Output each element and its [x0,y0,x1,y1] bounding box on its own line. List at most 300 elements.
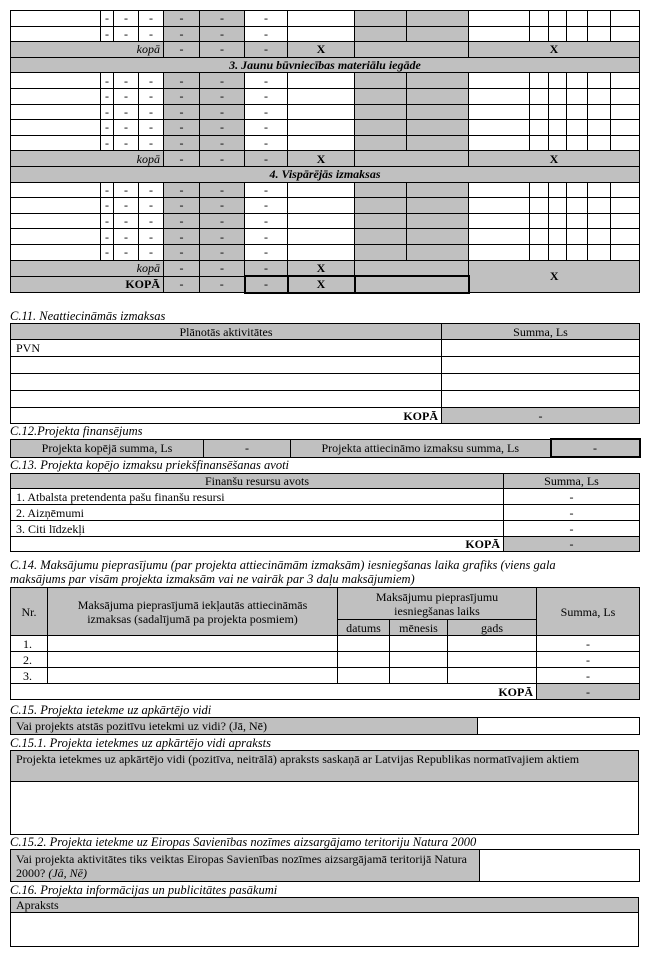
cost-cell[interactable] [407,120,469,136]
cost-cell[interactable] [11,182,101,198]
cost-cell[interactable] [549,213,567,229]
dash-cell: - [101,120,114,136]
cost-cell[interactable] [355,213,407,229]
cost-cell[interactable] [355,104,407,120]
dash-cell: - [245,120,288,136]
dash-cell: - [164,73,200,89]
dash-cell: - [164,213,200,229]
cost-cell[interactable] [567,229,588,245]
c13-caption: C.13. Projekta kopējo izmaksu priekšfinansēšanas avoti [10,458,290,472]
c14-month-cell[interactable] [390,668,448,684]
dash-cell: - [114,73,139,89]
cost-cell[interactable] [407,26,469,42]
c11-row-vat: PVN [11,340,442,357]
cost-row [11,213,640,229]
cost-row [11,198,640,214]
c11-activity-cell[interactable] [11,357,442,374]
cost-cell[interactable] [469,26,530,42]
cost-cell[interactable] [530,244,549,260]
cost-cell[interactable] [567,104,588,120]
cost-cell[interactable] [530,182,549,198]
dash-cell: - [245,276,288,293]
cost-cell[interactable] [611,135,640,151]
cost-cell[interactable] [588,73,611,89]
dash-cell: - [200,276,245,293]
dash-cell: - [114,26,139,42]
cost-cell[interactable] [407,229,469,245]
cost-cell[interactable] [288,229,355,245]
gray-cell [355,260,469,276]
c13-row-value: - [504,521,640,537]
dash-cell: - [200,104,245,120]
cost-cell[interactable] [11,213,101,229]
dash-cell: - [101,244,114,260]
section-3-title: 3. Jaunu būvniecības materiālu iegāde [11,57,640,73]
cost-cell[interactable] [407,244,469,260]
c15-answer-cell[interactable] [478,718,640,735]
cost-cell[interactable] [567,120,588,136]
dash-cell: - [101,88,114,104]
cost-cell[interactable] [469,198,530,214]
dash-cell: - [114,244,139,260]
gray-cell [355,151,469,167]
cost-cell[interactable] [611,213,640,229]
cost-cell[interactable] [288,213,355,229]
cost-cell[interactable] [11,244,101,260]
dash-cell: - [200,11,245,27]
dash-cell: - [200,244,245,260]
dash-cell: - [245,213,288,229]
c14-table [10,587,640,700]
gray-cell [355,276,469,293]
dash-cell: - [164,276,200,293]
dash-cell: - [164,135,200,151]
c13-table [10,473,640,552]
dash-cell: - [245,26,288,42]
cost-cell[interactable] [469,120,530,136]
cost-cell[interactable] [549,120,567,136]
dash-cell: - [101,182,114,198]
cost-cell[interactable] [11,198,101,214]
c14-col-month: mēnesis [390,620,448,636]
cost-cell[interactable] [407,88,469,104]
subtotal-label: kopā [11,151,164,167]
cost-cell[interactable] [530,11,549,27]
cost-cell[interactable] [530,229,549,245]
c14-year-cell[interactable] [448,652,537,668]
c14-date-cell[interactable] [338,652,390,668]
cost-cell[interactable] [530,26,549,42]
dash-cell: - [101,213,114,229]
c14-row-value: - [537,636,640,652]
dash-cell: - [114,198,139,214]
dash-cell: - [245,104,288,120]
c14-col-nr: Nr. [11,588,48,636]
c12-table [10,438,641,458]
dash-cell: - [200,260,245,276]
cost-cell[interactable] [469,88,530,104]
c14-month-cell[interactable] [390,636,448,652]
cost-cell[interactable] [549,88,567,104]
c152-question-options: (Jā, Nē) [48,865,87,880]
cost-cell[interactable] [407,135,469,151]
dash-cell: - [164,120,200,136]
c14-row-nr: 1. [11,636,48,652]
dash-cell: - [164,229,200,245]
cost-cell[interactable] [469,182,530,198]
dash-cell: - [200,42,245,58]
dash-cell: - [139,26,164,42]
cost-cell[interactable] [549,182,567,198]
cost-cell[interactable] [11,73,101,89]
c14-row-nr: 3. [11,668,48,684]
cost-row [11,229,640,245]
cost-cell[interactable] [611,182,640,198]
cost-cell[interactable] [549,104,567,120]
cost-cell[interactable] [407,104,469,120]
cost-cell[interactable] [567,88,588,104]
cost-cell[interactable] [530,88,549,104]
dash-cell: - [114,182,139,198]
cost-cell[interactable] [611,26,640,42]
dash-cell: - [200,135,245,151]
c14-month-cell[interactable] [390,652,448,668]
x-mark: X [469,151,640,167]
cost-cell[interactable] [611,104,640,120]
c14-caption-line2: maksājums par visām projekta izmaksām vai ne vairāk par 3 daļu maksājumiem) [10,572,415,586]
x-mark: X [288,260,355,276]
c12-eligible-value: - [551,439,640,457]
dash-cell: - [245,244,288,260]
cost-cell[interactable] [530,104,549,120]
dash-cell: - [245,198,288,214]
c14-col-costs: Maksājuma pieprasījumā iekļautās attiecināmās izmaksas (sadalījumā pa projekta posmiem) [48,588,338,636]
cost-cell[interactable] [549,229,567,245]
cost-cell[interactable] [407,213,469,229]
c13-total-value: - [504,537,640,552]
c14-costs-cell[interactable] [48,652,338,668]
cost-cell[interactable] [288,135,355,151]
cost-cell[interactable] [11,135,101,151]
cost-row [11,73,640,89]
cost-cell[interactable] [355,244,407,260]
dash-cell: - [139,88,164,104]
c16-table [10,897,639,947]
dash-cell: - [114,229,139,245]
c11-total-value: - [442,408,640,424]
cost-cell[interactable] [469,213,530,229]
cost-cell[interactable] [549,73,567,89]
section-4-title: 4. Vispārējās izmaksas [11,166,640,182]
dash-cell: - [164,11,200,27]
c14-row-value: - [537,668,640,684]
gray-cell [355,42,469,58]
subtotal-label: kopā [11,42,164,58]
dash-cell: - [245,229,288,245]
c11-sum-cell[interactable] [442,374,640,391]
cost-cell[interactable] [588,198,611,214]
cost-cell[interactable] [11,11,101,27]
dash-cell: - [101,73,114,89]
c12-caption: C.12.Projekta finansējums [10,424,143,438]
cost-row [11,11,640,27]
dash-cell: - [139,135,164,151]
dash-cell: - [139,120,164,136]
c14-col-year: gads [448,620,537,636]
cost-cell[interactable] [567,135,588,151]
dash-cell: - [139,73,164,89]
cost-cell[interactable] [588,244,611,260]
cost-cell[interactable] [588,135,611,151]
subtotal-row [11,260,640,276]
cost-cell[interactable] [469,135,530,151]
cost-cell[interactable] [611,229,640,245]
dash-cell: - [200,213,245,229]
c14-date-cell[interactable] [338,636,390,652]
cost-cell[interactable] [355,120,407,136]
cost-cell[interactable] [530,213,549,229]
c16-description-cell[interactable] [11,913,639,947]
c14-costs-cell[interactable] [48,636,338,652]
dash-cell: - [114,11,139,27]
c152-question [11,850,480,882]
c152-answer-cell[interactable] [480,850,640,882]
dash-cell: - [200,73,245,89]
cost-cell[interactable] [611,11,640,27]
dash-cell: - [101,198,114,214]
c11-total-label: KOPĀ [11,408,442,424]
x-mark: X [288,151,355,167]
cost-cell[interactable] [611,244,640,260]
dash-cell: - [164,42,200,58]
c11-col-activities: Plānotās aktivitātes [11,324,442,340]
cost-cell[interactable] [407,198,469,214]
cost-cell[interactable] [611,88,640,104]
cost-cell[interactable] [288,11,355,27]
cost-cell[interactable] [530,120,549,136]
dash-cell: - [114,213,139,229]
cost-row [11,26,640,42]
cost-cell[interactable] [11,229,101,245]
cost-cell[interactable] [549,244,567,260]
cost-cell[interactable] [588,120,611,136]
cost-cell[interactable] [11,26,101,42]
cost-cell[interactable] [355,11,407,27]
c14-col-sum: Summa, Ls [537,588,640,636]
c151-caption: C.15.1. Projekta ietekmes uz apkārtējo vidi apraksts [10,736,271,750]
dash-cell: - [200,151,245,167]
c13-col-source: Finanšu resursu avots [11,474,504,489]
subtotal-row [11,42,640,58]
dash-cell: - [101,229,114,245]
c151-description-cell[interactable] [11,782,639,835]
c152-question-text: Vai projekta aktivitātes tiks veiktas Eiropas Savienības nozīmes aizsargājamā teritorijā Natura 2000? [16,851,467,880]
cost-cell[interactable] [567,11,588,27]
x-mark: X [288,276,355,293]
cost-cell[interactable] [611,73,640,89]
cost-cell[interactable] [611,120,640,136]
cost-cell[interactable] [567,182,588,198]
dash-cell: - [164,198,200,214]
dash-cell: - [139,244,164,260]
cost-row [11,182,640,198]
dash-cell: - [139,213,164,229]
c15-caption: C.15. Projekta ietekme uz apkārtējo vidi [10,703,212,717]
cost-cell[interactable] [567,73,588,89]
cost-cell[interactable] [469,73,530,89]
cost-row [11,135,640,151]
cost-cell[interactable] [407,73,469,89]
section-3 [11,57,640,73]
cost-cell[interactable] [288,244,355,260]
c11-sum-cell[interactable] [442,340,640,357]
dash-cell: - [101,135,114,151]
cost-cell[interactable] [530,73,549,89]
cost-cell[interactable] [355,135,407,151]
cost-cell[interactable] [567,198,588,214]
cost-cell[interactable] [288,182,355,198]
dash-cell: - [200,229,245,245]
c14-year-cell[interactable] [448,636,537,652]
c11-sum-cell[interactable] [442,357,640,374]
c11-activity-cell[interactable] [11,391,442,408]
x-mark: X [288,42,355,58]
dash-cell: - [200,120,245,136]
x-mark: X [469,260,640,293]
dash-cell: - [101,11,114,27]
dash-cell: - [245,11,288,27]
cost-cell[interactable] [355,182,407,198]
c14-date-cell[interactable] [338,668,390,684]
cost-cell[interactable] [567,213,588,229]
cost-cell[interactable] [288,198,355,214]
dash-cell: - [164,151,200,167]
cost-cell[interactable] [407,182,469,198]
cost-breakdown-table [10,10,640,294]
dash-cell: - [164,182,200,198]
cost-cell[interactable] [469,244,530,260]
cost-cell[interactable] [355,88,407,104]
c13-row-value: - [504,489,640,505]
cost-cell[interactable] [355,73,407,89]
dash-cell: - [164,244,200,260]
c151-label: Projekta ietekmes uz apkārtējo vidi (pozitīva, neitrālā) apraksts saskaņā ar Latvijas Republikas normatīvajiem aktiem [11,751,639,782]
cost-cell[interactable] [549,198,567,214]
cost-cell[interactable] [588,88,611,104]
cost-cell[interactable] [588,213,611,229]
cost-cell[interactable] [567,244,588,260]
cost-cell[interactable] [288,104,355,120]
c16-label: Apraksts [11,898,639,913]
cost-cell[interactable] [355,229,407,245]
cost-cell[interactable] [588,104,611,120]
cost-cell[interactable] [549,11,567,27]
cost-cell[interactable] [288,120,355,136]
dash-cell: - [114,135,139,151]
cost-cell[interactable] [288,26,355,42]
cost-cell[interactable] [530,198,549,214]
dash-cell: - [164,260,200,276]
c14-row-nr: 2. [11,652,48,668]
dash-cell: - [245,151,288,167]
dash-cell: - [164,104,200,120]
dash-cell: - [114,88,139,104]
cost-cell[interactable] [469,229,530,245]
subtotal-row [11,151,640,167]
x-mark: X [469,42,640,58]
cost-cell[interactable] [549,26,567,42]
c14-costs-cell[interactable] [48,668,338,684]
c16-caption: C.16. Projekta informācijas un publicitātes pasākumi [10,883,278,897]
c14-caption-line1: C.14. Maksājumu pieprasījumu (par projekta attiecināmām izmaksām) iesniegšanas laika grafiks (viens gala [10,558,556,572]
cost-cell[interactable] [530,135,549,151]
dash-cell: - [245,42,288,58]
c14-year-cell[interactable] [448,668,537,684]
dash-cell: - [114,120,139,136]
dash-cell: - [200,198,245,214]
cost-row [11,244,640,260]
dash-cell: - [101,104,114,120]
c14-col-date: datums [338,620,390,636]
section-4 [11,166,640,182]
cost-cell[interactable] [611,198,640,214]
dash-cell: - [164,26,200,42]
dash-cell: - [200,88,245,104]
dash-cell: - [164,88,200,104]
c14-col-deadline: Maksājumu pieprasījumu iesniegšanas laiks [338,588,537,620]
cost-cell[interactable] [469,11,530,27]
c151-table [10,750,639,835]
dash-cell: - [200,26,245,42]
subtotal-label: kopā [11,260,164,276]
c14-total-value: - [537,684,640,700]
c11-col-sum: Summa, Ls [442,324,640,340]
total-label: KOPĀ [11,276,164,293]
cost-cell[interactable] [355,26,407,42]
c14-row-value: - [537,652,640,668]
cost-row [11,88,640,104]
c11-activity-cell[interactable] [11,374,442,391]
cost-cell[interactable] [588,11,611,27]
dash-cell: - [245,182,288,198]
c15-question: Vai projekts atstās pozitīvu ietekmi uz vidi? (Jā, Nē) [11,718,478,735]
cost-row [11,104,640,120]
c12-total-value: - [204,439,291,457]
c152-table [10,849,640,882]
cost-cell[interactable] [469,104,530,120]
cost-cell[interactable] [355,198,407,214]
c11-sum-cell[interactable] [442,391,640,408]
c15-table [10,717,640,735]
cost-cell[interactable] [11,104,101,120]
cost-cell[interactable] [588,229,611,245]
cost-cell[interactable] [567,26,588,42]
cost-cell[interactable] [549,135,567,151]
c12-total-label: Projekta kopējā summa, Ls [11,439,204,457]
cost-cell[interactable] [288,73,355,89]
cost-cell[interactable] [11,120,101,136]
c13-col-sum: Summa, Ls [504,474,640,489]
cost-cell[interactable] [11,88,101,104]
cost-cell[interactable] [588,26,611,42]
dash-cell: - [139,104,164,120]
dash-cell: - [245,260,288,276]
dash-cell: - [139,182,164,198]
cost-cell[interactable] [588,182,611,198]
c13-row-label: 3. Citi līdzekļi [11,521,504,537]
cost-cell[interactable] [407,11,469,27]
cost-cell[interactable] [288,88,355,104]
